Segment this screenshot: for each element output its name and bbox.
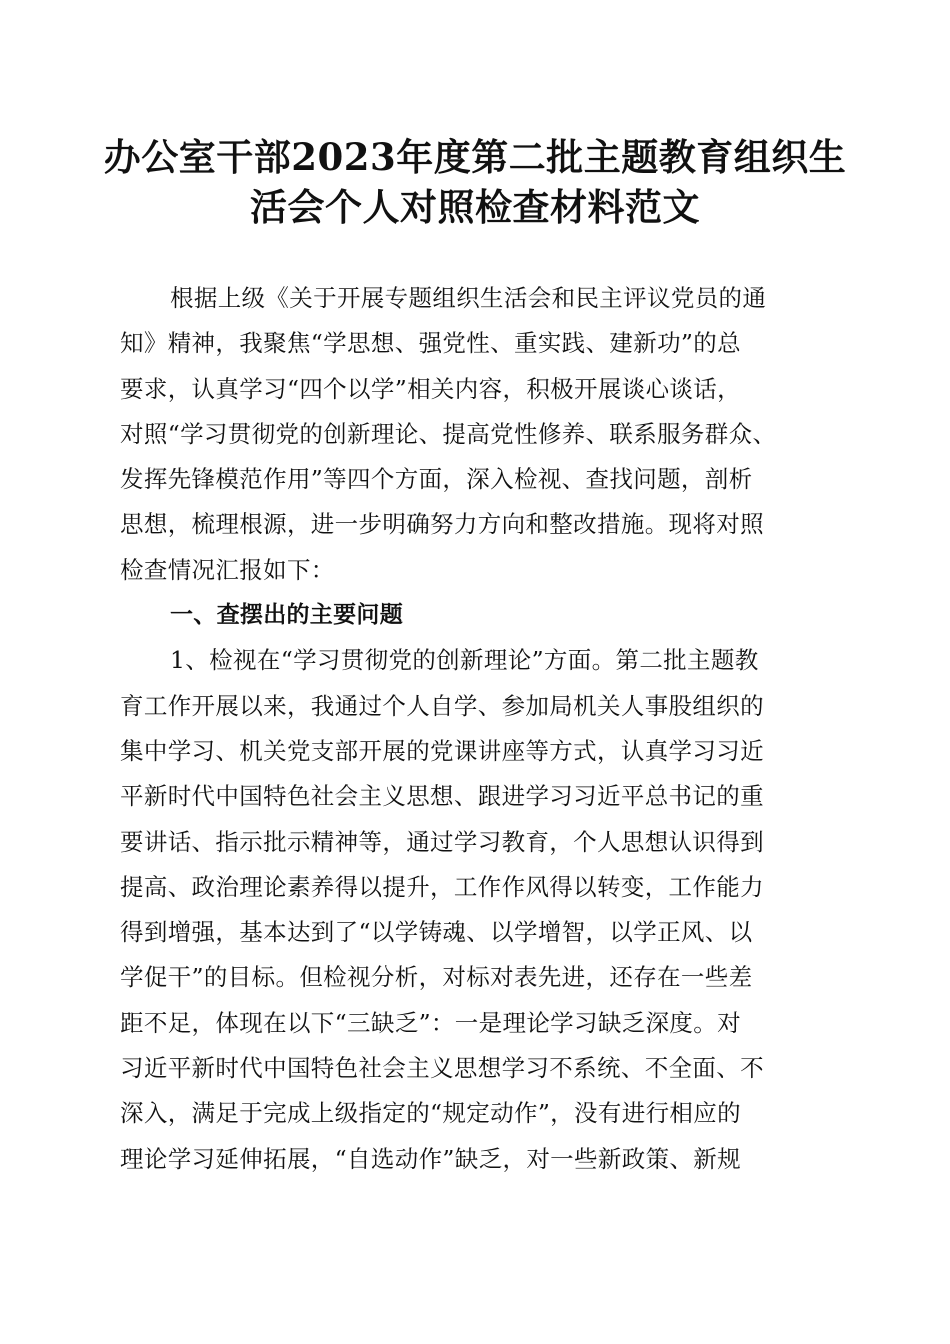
paragraph-line: 对照“学习贯彻党的创新理论、提高党性修养、联系服务群众、 xyxy=(120,419,777,448)
paragraph-line: 要讲话、指示批示精神等，通过学习教育，个人思想认识得到 xyxy=(120,827,764,856)
paragraph-line: 1、检视在“学习贯彻党的创新理论”方面。第二批主题教 xyxy=(170,646,759,675)
paragraph-line: 深入，满足于完成上级指定的“规定动作”，没有进行相应的 xyxy=(120,1099,741,1128)
paragraph-line: 育工作开展以来，我通过个人自学、参加局机关人事股组织的 xyxy=(120,691,764,720)
paragraph-line: 学促干”的目标。但检视分析，对标对表先进，还存在一些差 xyxy=(120,963,753,992)
paragraph-line: 思想，梳理根源，进一步明确努力方向和整改措施。现将对照 xyxy=(120,510,764,539)
title-line: 活会个人对照检查材料范文 xyxy=(250,185,700,229)
document-body xyxy=(120,276,840,1182)
paragraph-line: 发挥先锋模范作用”等四个方面，深入检视、查找问题，剖析 xyxy=(120,465,753,494)
paragraph-line: 要求，认真学习“四个以学”相关内容，积极开展谈心谈话， xyxy=(120,374,741,403)
paragraph-line: 检查情况汇报如下： xyxy=(120,555,335,584)
paragraph-line: 平新时代中国特色社会主义思想、跟进学习习近平总书记的重 xyxy=(120,782,764,811)
document-title xyxy=(100,132,850,232)
paragraph-line: 根据上级《关于开展专题组织生活会和民主评议党员的通 xyxy=(170,284,767,312)
paragraph-line: 提高、政治理论素养得以提升，工作作风得以转变，工作能力 xyxy=(120,872,764,901)
paragraph-line: 集中学习、机关党支部开展的党课讲座等方式，认真学习习近 xyxy=(120,736,764,765)
paragraph-line: 习近平新时代中国特色社会主义思想学习不系统、不全面、不 xyxy=(120,1054,764,1083)
title-line: 办公室干部2023年度第二批主题教育组织生 xyxy=(103,135,847,179)
paragraph-line: 得到增强，基本达到了“以学铸魂、以学增智，以学正风、以 xyxy=(120,918,753,947)
paragraph-line: 理论学习延伸拓展，“自选动作”缺乏，对一些新政策、新规 xyxy=(120,1144,741,1173)
paragraph-line: 距不足，体现在以下“三缺乏”：一是理论学习缺乏深度。对 xyxy=(120,1008,741,1037)
paragraph-line: 知》精神，我聚焦“学思想、强党性、重实践、建新功”的总 xyxy=(120,329,741,358)
section-heading: 一、查摆出的主要问题 xyxy=(170,602,403,629)
